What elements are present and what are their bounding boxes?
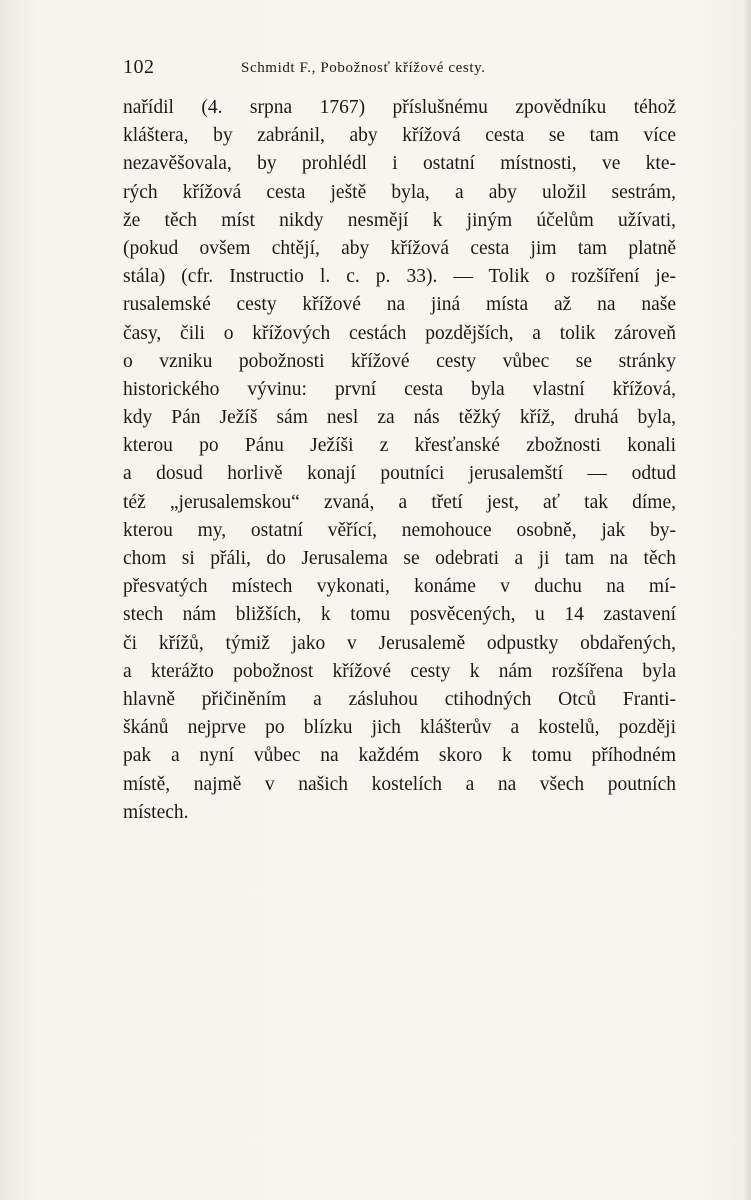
running-head: Schmidt F., Pobožnosť křížové cesty. (241, 60, 486, 76)
text-line-2: kláštera, by zabránil, aby křížová cesta se tam více (123, 125, 676, 147)
text-line-23: škánů nejprve po blízku jich klášterův a kostelů, později (123, 717, 676, 739)
text-line-12: kdy Pán Ježíš sám nesl za nás těžký kříž, druhá byla, (123, 407, 676, 429)
text-line-9: časy, čili o křížových cestách pozdějších, a tolik zároveň (123, 322, 676, 344)
text-line-22: hlavně přičiněním a zásluhou ctihodných Otců Franti- (123, 688, 676, 710)
text-line-14: a dosud horlivě konají poutníci jerusalemští — odtud (123, 463, 676, 485)
text-line-5: že těch míst nikdy nesmějí k jiným účelům užívati, (123, 209, 676, 231)
text-line-18: přesvatých místech vykonati, konáme v duchu na mí- (123, 576, 676, 598)
text-line-24: pak a nyní vůbec na každém skoro k tomu příhodném (123, 745, 676, 767)
body-text (123, 94, 676, 827)
text-line-4: rých křížová cesta ještě byla, a aby uložil sestrám, (123, 181, 676, 203)
text-line-7: stála) (cfr. Instructio l. c. p. 33). — Tolik o rozšíření je- (123, 266, 676, 288)
page-number: 102 (123, 56, 155, 78)
page-edge-shadow (743, 0, 751, 1200)
text-line-16: kterou my, ostatní věřící, nemohouce osobně, jak by- (123, 519, 676, 541)
text-line-11: historického vývinu: první cesta byla vlastní křížová, (123, 378, 676, 400)
text-line-21: a kterážto pobožnost křížové cesty k nám rozšířena byla (123, 660, 676, 682)
text-line-17: chom si přáli, do Jerusalema se odebrati a ji tam na těch (123, 548, 676, 569)
text-line-8: rusalemské cesty křížové na jiná místa až na naše (123, 294, 676, 316)
text-line-6: (pokud ovšem chtějí, aby křížová cesta jim tam platně (123, 237, 676, 259)
text-line-13: kterou po Pánu Ježíši z křesťanské zbožnosti konali (123, 435, 676, 457)
text-line-25: místě, najmě v našich kostelích a na všech poutních (123, 773, 676, 795)
text-line-1: nařídil (4. srpna 1767) příslušnému zpovědníku téhož (123, 97, 676, 118)
text-line-20: či křížů, týmiž jako v Jerusalemě odpustky obdařených, (123, 632, 676, 654)
text-line-10: o vzniku pobožnosti křížové cesty vůbec se stránky (123, 350, 676, 372)
text-line-3: nezavěšovala, by prohlédl i ostatní místnosti, ve kte- (123, 153, 676, 175)
text-line-19: stech nám bližších, k tomu posvěcených, u 14 zastavení (123, 604, 676, 626)
page-header (123, 56, 683, 84)
text-line-15: též „jerusalemskou“ zvaná, a třetí jest, ať tak díme, (123, 491, 676, 513)
text-line-26: místech. (123, 801, 189, 823)
